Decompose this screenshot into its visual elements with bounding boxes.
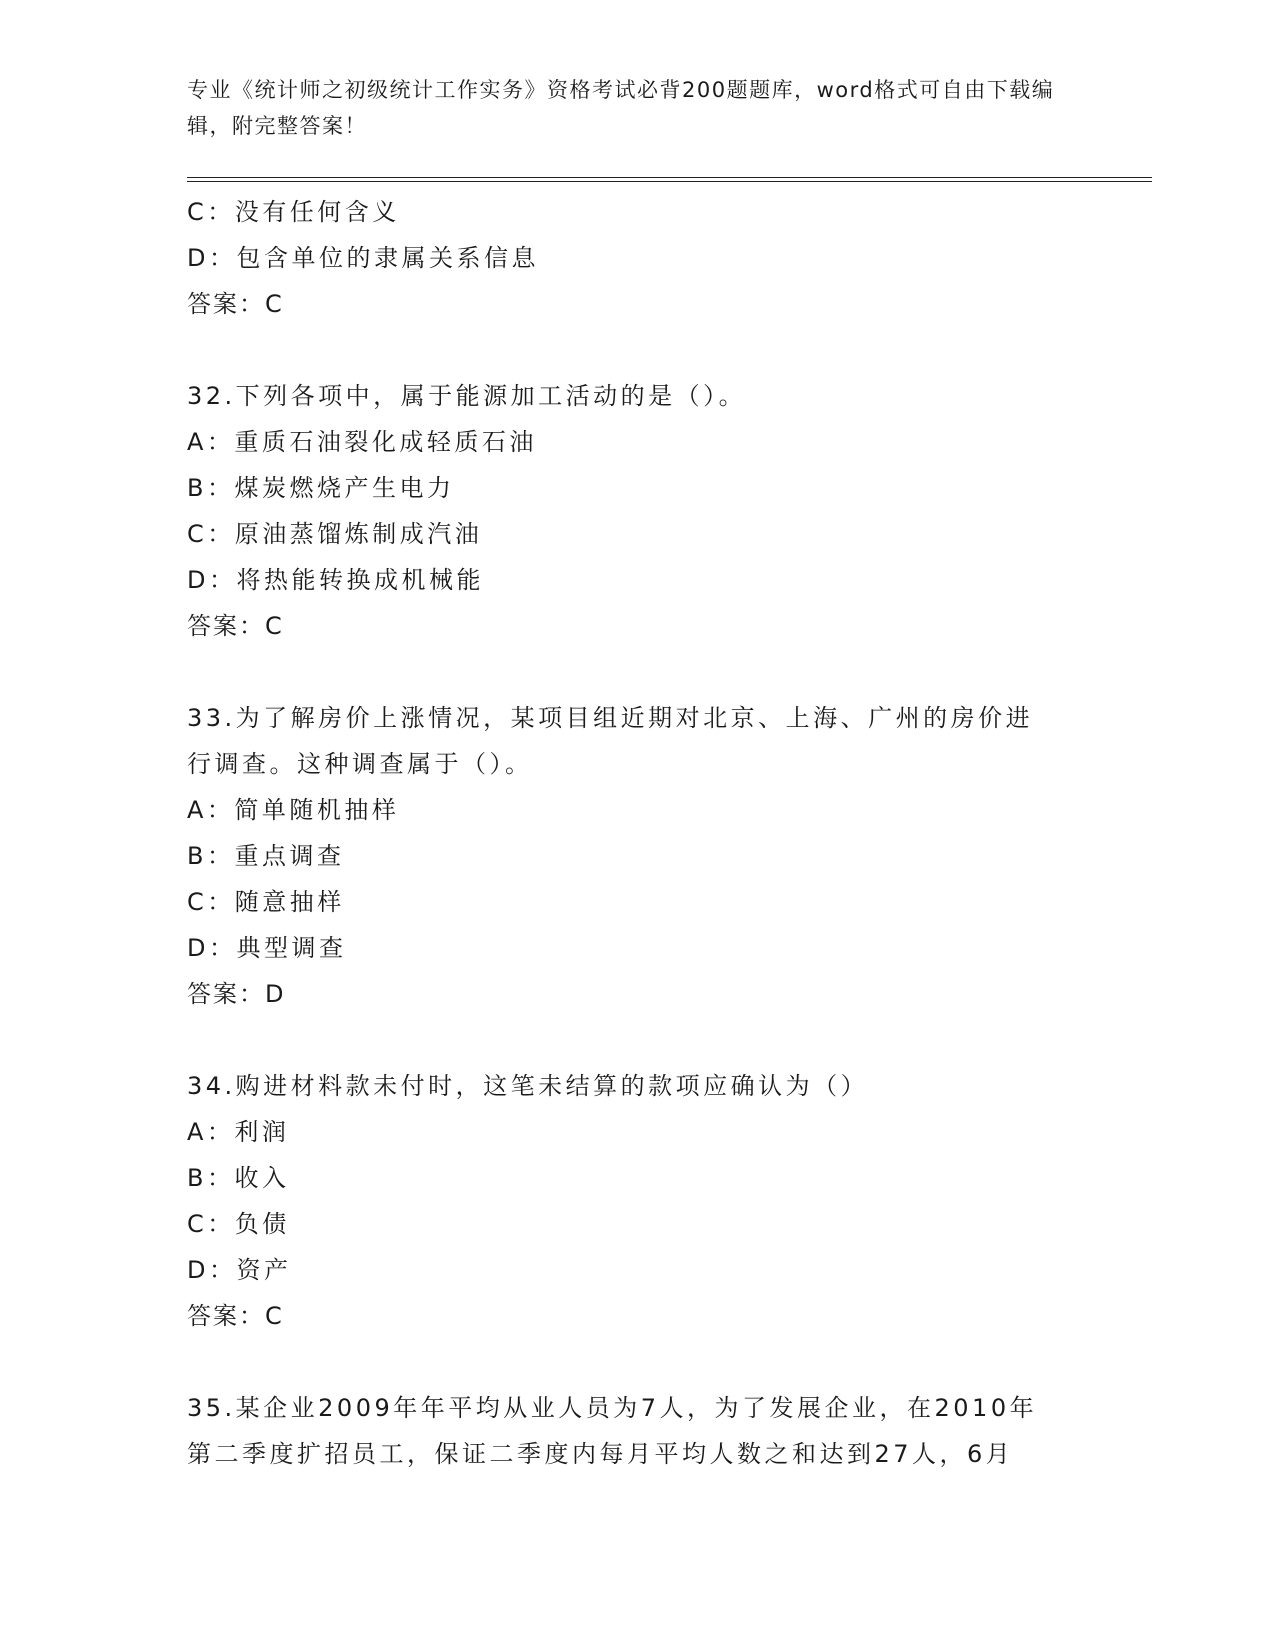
answer: 答案：D [187, 980, 286, 1008]
spacer [187, 649, 1087, 695]
option-c: C：没有任何含义 [187, 198, 400, 226]
option-d: D：包含单位的隶属关系信息 [187, 244, 539, 272]
option-d: D：资产 [187, 1256, 292, 1284]
question-title-line-2: 第二季度扩招员工，保证二季度内每月平均人数之和达到27人，6月 [187, 1440, 1014, 1468]
option-d: D：典型调查 [187, 934, 347, 962]
answer: 答案：C [187, 612, 284, 640]
question-35 [187, 1385, 1087, 1477]
header-title: 专业《统计师之初级统计工作实务》资格考试必背200题题库，word格式可自由下载编辑，附完整答案！ [187, 78, 1055, 138]
document-header [187, 72, 1067, 144]
question-title-line-2: 行调查。这种调查属于（）。 [187, 750, 533, 778]
answer: 答案：C [187, 1302, 284, 1330]
question-title-line-1: 35.某企业2009年年平均从业人员为7人，为了发展企业，在2010年 [187, 1394, 1038, 1422]
option-b: B：收入 [187, 1164, 290, 1192]
spacer [187, 1017, 1087, 1063]
option-b: B：煤炭燃烧产生电力 [187, 474, 455, 502]
option-c: C：原油蒸馏炼制成汽油 [187, 520, 483, 548]
question-33 [187, 695, 1087, 1017]
option-b: B：重点调查 [187, 842, 345, 870]
answer: 答案：C [187, 290, 284, 318]
question-list [187, 189, 1087, 1477]
option-d: D：将热能转换成机械能 [187, 566, 484, 594]
spacer [187, 1339, 1087, 1385]
question-31-continued [187, 189, 1087, 327]
question-34 [187, 1063, 1087, 1339]
spacer [187, 327, 1087, 373]
question-title-line-1: 33.为了解房价上涨情况，某项目组近期对北京、上海、广州的房价进 [187, 704, 1034, 732]
option-c: C：负债 [187, 1210, 290, 1238]
question-32 [187, 373, 1087, 649]
option-a: A：重质石油裂化成轻质石油 [187, 428, 537, 456]
option-a: A：利润 [187, 1118, 290, 1146]
header-rule-bottom [187, 181, 1152, 182]
option-c: C：随意抽样 [187, 888, 345, 916]
question-title: 32.下列各项中，属于能源加工活动的是（）。 [187, 382, 747, 410]
question-title: 34.购进材料款未付时，这笔未结算的款项应确认为（） [187, 1072, 869, 1100]
option-a: A：简单随机抽样 [187, 796, 400, 824]
header-rule-top [187, 177, 1152, 178]
